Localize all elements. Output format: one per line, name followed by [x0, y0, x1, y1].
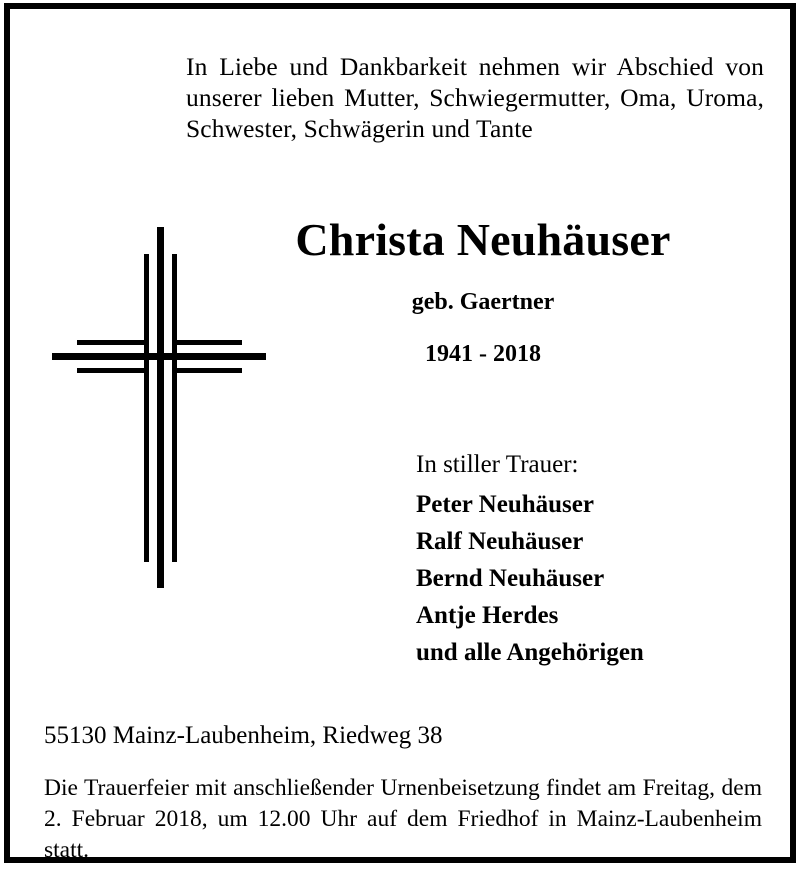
mourner-name: Antje Herdes — [416, 602, 559, 629]
mourners-heading: In stiller Trauer: — [416, 451, 579, 478]
mourner-name: Ralf Neuhäuser — [416, 528, 584, 555]
mourners-block — [416, 449, 746, 671]
deceased-name: Christa Neuhäuser — [295, 214, 671, 265]
intro-paragraph: In Liebe und Dankbarkeit nehmen wir Abschied von unserer lieben Mutter, Schwiegermutter, Oma, Uroma, Schwester, Schwägerin und Tante — [186, 52, 764, 143]
notice-content — [10, 9, 790, 863]
address-line: 55130 Mainz-Laubenheim, Riedweg 38 — [44, 722, 443, 749]
mourner-name: Bernd Neuhäuser — [416, 565, 605, 592]
deceased-name-block — [268, 213, 698, 369]
notice-border — [4, 3, 796, 863]
mourner-name: Peter Neuhäuser — [416, 491, 594, 518]
mourner-name: und alle Angehörigen — [416, 639, 644, 666]
deceased-maiden-name: geb. Gaertner — [411, 289, 555, 315]
deceased-life-dates: 1941 - 2018 — [425, 341, 541, 367]
ceremony-details: Die Trauerfeier mit anschließender Urnenbeisetzung findet am Freitag, dem 2. Februar 2018, um 12.00 Uhr auf dem Friedhof in Mainz-Laubenheim statt. — [44, 775, 762, 863]
